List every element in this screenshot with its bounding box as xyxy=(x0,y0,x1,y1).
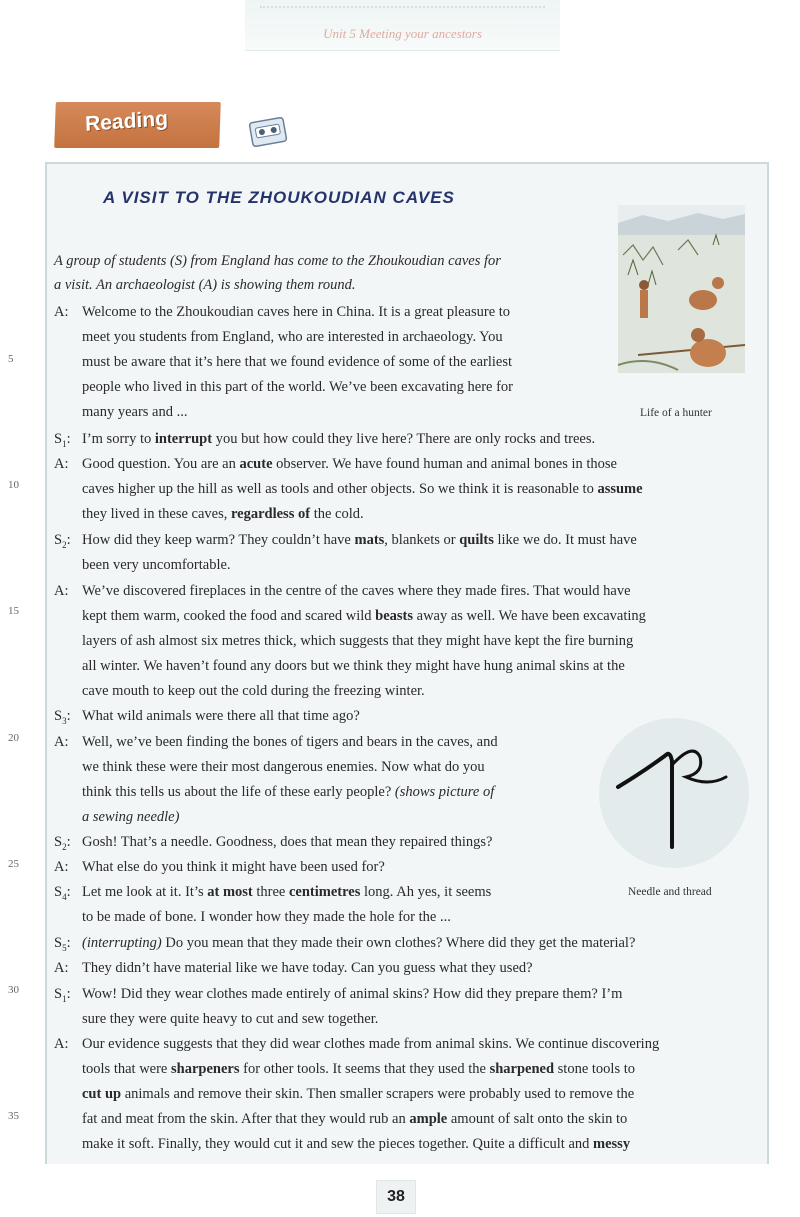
speaker-a: A: xyxy=(54,1036,69,1052)
text-line: sure they were quite heavy to cut and sew together. xyxy=(82,1011,379,1027)
hunter-illustration xyxy=(618,205,745,373)
text-line: caves higher up the hill as well as tools and other objects. So we think it is reasonable to assume xyxy=(82,481,643,497)
vocab-word: cut up xyxy=(82,1086,122,1102)
unit-header xyxy=(245,0,560,51)
vocab-word: sharpened xyxy=(489,1061,555,1077)
text-line: layers of ash almost six metres thick, which suggests that they might have kept the fire burning xyxy=(82,633,634,649)
text-line: cut up animals and remove their skin. Then smaller scrapers were probably used to remove the xyxy=(82,1086,635,1102)
text-line: they lived in these caves, regardless of the cold. xyxy=(82,506,364,522)
line-number: 15 xyxy=(8,605,19,617)
text-line: Well, we’ve been finding the bones of tigers and bears in the caves, and xyxy=(82,734,498,750)
text-line: cave mouth to keep out the cold during the freezing winter. xyxy=(82,683,425,699)
text-line: kept them warm, cooked the food and scared wild beasts away as well. We have been excavating xyxy=(82,608,646,624)
cassette-icon xyxy=(248,116,288,148)
speaker-a: A: xyxy=(54,304,69,320)
text-line: I’m sorry to interrupt you but how could they live here? There are only rocks and trees. xyxy=(82,431,596,447)
hunter-caption: Life of a hunter xyxy=(640,407,712,419)
vocab-word: regardless of xyxy=(230,506,311,522)
text-line: make it soft. Finally, they would cut it and sew the pieces together. Quite a difficult and messy xyxy=(82,1136,631,1152)
text-line: We’ve discovered fireplaces in the centre of the caves where they made fires. That would have xyxy=(82,583,631,599)
text-line: Gosh! That’s a needle. Goodness, does that mean they repaired things? xyxy=(82,834,493,850)
speaker-s3: $S_3$: xyxy=(54,708,71,726)
text-line: (interrupting) Do you mean that they made their own clothes? Where did they get the material? xyxy=(82,935,636,951)
text-line: What else do you think it might have been used for? xyxy=(82,859,385,875)
speaker-a: A: xyxy=(54,583,69,599)
intro-line-2: a visit. An archaeologist (A) is showing them round. xyxy=(54,277,356,293)
reading-section-tab xyxy=(54,102,221,148)
line-number: 30 xyxy=(8,984,19,996)
needle-caption: Needle and thread xyxy=(628,886,712,898)
line-number: 25 xyxy=(8,858,19,870)
vocab-word: interrupt xyxy=(154,431,213,447)
reading-tab-label: Reading xyxy=(84,107,169,136)
vocab-word: mats xyxy=(354,532,385,548)
text-line: think this tells us about the life of these early people? (shows picture of xyxy=(82,784,495,800)
text-line: meet you students from England, who are interested in archaeology. You xyxy=(82,329,503,345)
text-line: we think these were their most dangerous enemies. Now what do you xyxy=(82,759,485,775)
text-line: many years and ... xyxy=(82,404,188,420)
needle-illustration xyxy=(598,717,750,869)
vocab-word: acute xyxy=(239,456,273,472)
speaker-a: A: xyxy=(54,859,69,875)
speaker-a: A: xyxy=(54,960,69,976)
article-title: A VISIT TO THE ZHOUKOUDIAN CAVES xyxy=(103,188,455,207)
intro-line-1: A group of students (S) from England has come to the Zhoukoudian caves for xyxy=(54,253,501,269)
speaker-s1: $S_1$: xyxy=(54,986,71,1004)
text-line: They didn’t have material like we have today. Can you guess what they used? xyxy=(82,960,533,976)
speaker-s2: $S_2$: xyxy=(54,532,71,550)
line-number: 35 xyxy=(8,1110,19,1122)
text-line: people who lived in this part of the world. We’ve been excavating here for xyxy=(82,379,513,395)
text-line: must be aware that it’s here that we found evidence of some of the earliest xyxy=(82,354,513,370)
header-decoration xyxy=(260,6,545,18)
vocab-word: ample xyxy=(409,1111,448,1127)
speaker-s2: $S_2$: xyxy=(54,834,71,852)
text-line: all winter. We haven’t found any doors but we think they might have hung animal skins at the xyxy=(82,658,625,674)
text-line: a sewing needle) xyxy=(82,809,180,825)
speaker-a: A: xyxy=(54,734,69,750)
vocab-word: sharpeners xyxy=(171,1061,240,1077)
text-line: Good question. You are an acute observer. We have found human and animal bones in those xyxy=(82,456,617,472)
text-line: been very uncomfortable. xyxy=(82,557,231,573)
speaker-s5: $S_5$: xyxy=(54,935,71,953)
line-number: 10 xyxy=(8,479,19,491)
line-number: 20 xyxy=(8,732,19,744)
vocab-word: centimetres xyxy=(289,884,361,900)
text-line: Welcome to the Zhoukoudian caves here in China. It is a great pleasure to xyxy=(82,304,511,320)
speaker-a: A: xyxy=(54,456,69,472)
text-line: Let me look at it. It’s at most three centimetres long. Ah yes, it seems xyxy=(82,884,492,900)
vocab-word: assume xyxy=(597,481,643,497)
vocab-word: beasts xyxy=(375,608,414,624)
speaker-s4: $S_4$: xyxy=(54,884,71,902)
page-number: 38 xyxy=(376,1180,416,1214)
vocab-word: messy xyxy=(593,1136,631,1152)
line-number: 5 xyxy=(8,353,14,365)
text-line: to be made of bone. I wonder how they made the hole for the ... xyxy=(82,909,451,925)
text-line: Wow! Did they wear clothes made entirely of animal skins? How did they prepare them? I’m xyxy=(82,986,623,1002)
text-line: tools that were sharpeners for other tools. It seems that they used the sharpened stone tools to xyxy=(82,1061,635,1077)
speaker-s1: $S_1$: xyxy=(54,431,71,449)
text-line: fat and meat from the skin. After that they would rub an ample amount of salt onto the skin to xyxy=(82,1111,628,1127)
text-line: How did they keep warm? They couldn’t have mats, blankets or quilts like we do. It must have xyxy=(82,532,637,548)
text-line: What wild animals were there all that time ago? xyxy=(82,708,360,724)
vocab-word: at most xyxy=(207,884,253,900)
unit-title: Unit 5 Meeting your ancestors xyxy=(323,26,482,41)
vocab-word: quilts xyxy=(459,532,494,548)
text-line: Our evidence suggests that they did wear clothes made from animal skins. We continue discovering xyxy=(82,1036,660,1052)
